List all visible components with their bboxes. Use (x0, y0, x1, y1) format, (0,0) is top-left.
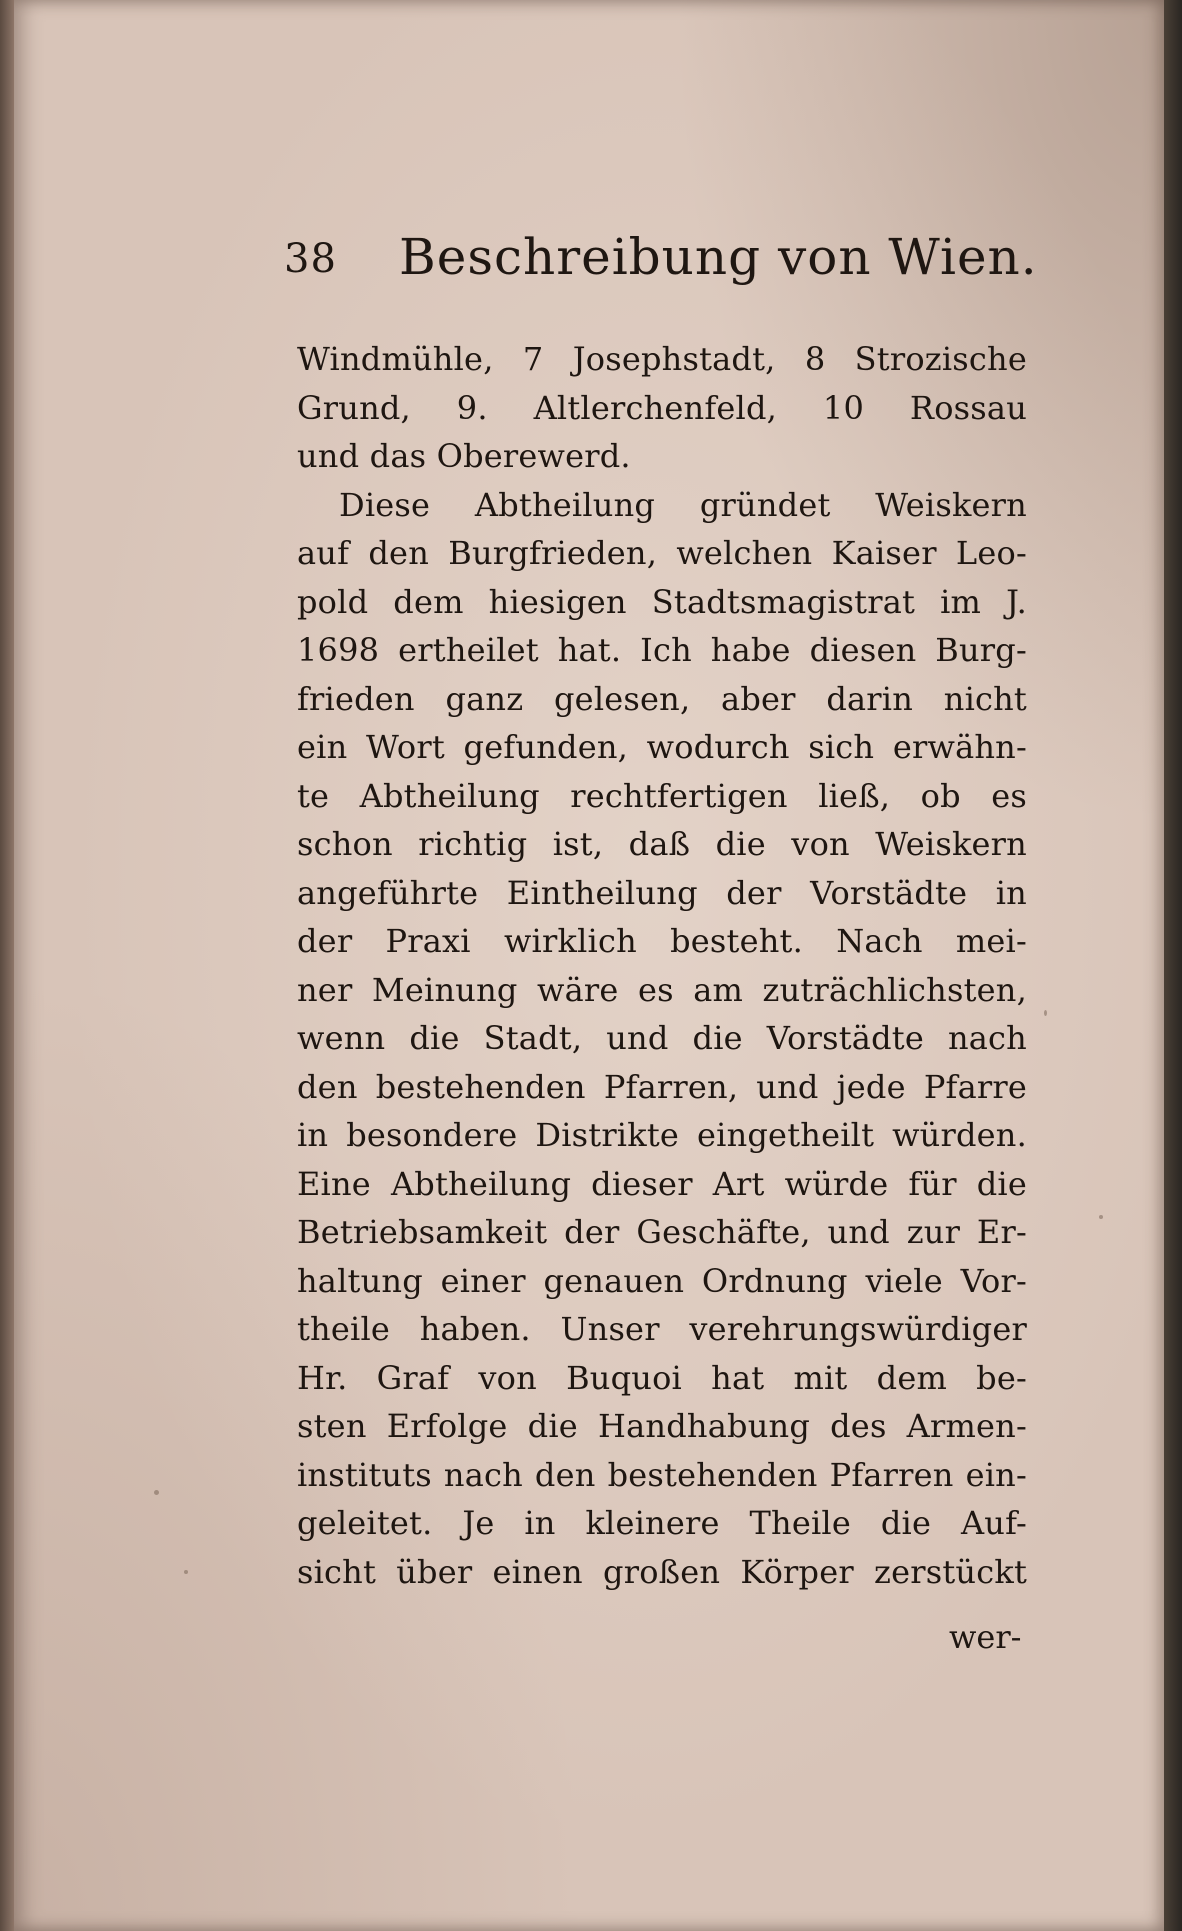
text-line: den bestehenden Pfarren, und jede Pfarre (297, 1067, 1027, 1106)
catchword: wer- (949, 1618, 1022, 1656)
page-number: 38 (284, 236, 337, 282)
page-header (284, 228, 1084, 298)
text-line: Betriebsamkeit der Geschäfte, und zur Er- (297, 1213, 1027, 1251)
text-line: ner Meinung wäre es am zuträchlichsten, (297, 970, 1027, 1009)
body-text (297, 335, 1027, 1596)
text-line: wenn die Stadt, und die Vorstädte nach (297, 1019, 1027, 1057)
text-line: Eine Abtheilung dieser Art würde für die (297, 1164, 1027, 1203)
paper-speck (184, 1570, 188, 1574)
text-line: frieden ganz gelesen, aber darin nicht (297, 679, 1027, 718)
text-line: ein Wort gefunden, wodurch sich erwähn- (297, 728, 1027, 766)
text-line: schon richtig ist, daß die von Weiskern (297, 825, 1027, 863)
running-title: Beschreibung von Wien. (399, 228, 1038, 286)
paper-speck (1099, 1215, 1103, 1219)
text-line: pold dem hiesigen Stadtsmagistrat im J. (297, 582, 1027, 621)
text-line: angeführte Eintheilung der Vorstädte in (297, 873, 1027, 912)
text-line: 1698 ertheilet hat. Ich habe diesen Burg- (297, 631, 1027, 669)
text-line: der Praxi wirklich besteht. Nach mei- (297, 922, 1027, 960)
text-line: sten Erfolge die Handhabung des Armen- (297, 1407, 1027, 1445)
text-line: instituts nach den bestehenden Pfarren ein- (297, 1455, 1027, 1494)
text-line: theile haben. Unser verehrungswürdiger (297, 1310, 1027, 1348)
text-line: haltung einer genauen Ordnung viele Vor- (297, 1261, 1027, 1300)
text-line: Hr. Graf von Buquoi hat mit dem be- (297, 1358, 1027, 1397)
text-line: Diese Abtheilung gründet Weiskern (339, 485, 1027, 524)
text-line: in besondere Distrikte eingetheilt würden. (297, 1116, 1027, 1154)
text-line: Windmühle, 7 Josephstadt, 8 Strozische (297, 340, 1027, 378)
paper-speck (1044, 1010, 1047, 1016)
text-line: geleitet. Je in kleinere Theile die Auf- (297, 1504, 1027, 1542)
text-line: und das Oberewerd. (297, 437, 631, 475)
text-line: sicht über einen großen Körper zerstückt (297, 1552, 1027, 1591)
text-line: auf den Burgfrieden, welchen Kaiser Leo- (297, 534, 1027, 572)
page-right-edge (1164, 0, 1182, 1931)
book-page (14, 0, 1164, 1931)
text-line: te Abtheilung rechtfertigen ließ, ob es (297, 776, 1027, 815)
text-line: Grund, 9. Altlerchenfeld, 10 Rossau (297, 388, 1027, 427)
paper-speck (154, 1490, 159, 1495)
